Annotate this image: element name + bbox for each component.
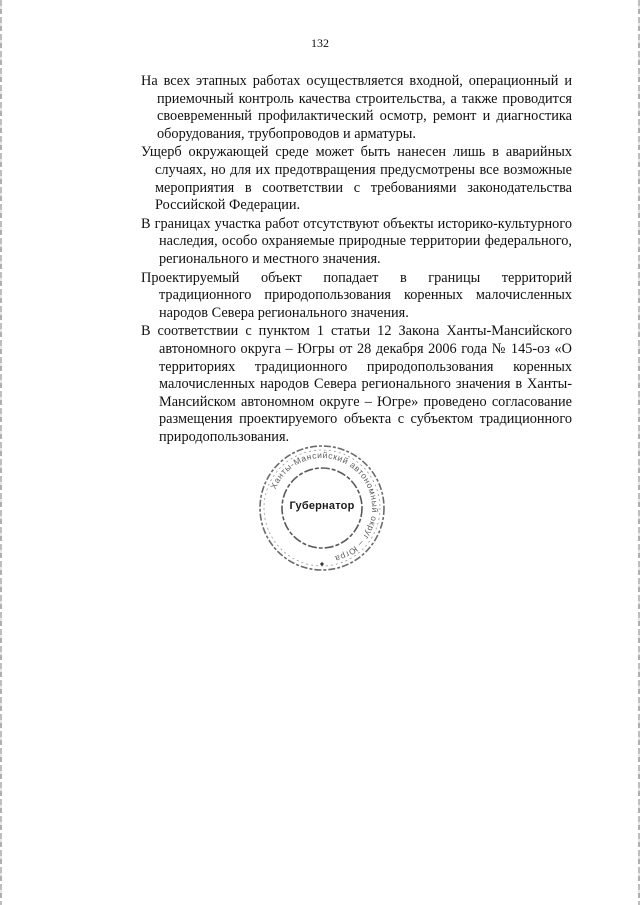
- svg-text:Ханты-Мансийский автономный ок: Ханты-Мансийский автономный округ – Югра: [268, 449, 381, 565]
- scan-edge-left: [0, 0, 2, 905]
- paragraph-text: В границах участка работ отсутствуют объекты историко-культурного наследия, особо охраняемые природные территории федерального, регионального и местного значения.: [141, 215, 572, 267]
- page-number: 132: [311, 36, 329, 50]
- document-body: [141, 73, 572, 447]
- paragraph-text: Ущерб окружающей среде может быть нанесен лишь в аварийных случаях, но для их предотвращения предусмотрены все возможные мероприятия в соответствии с требованиями законодательства Российской Федерации.: [141, 144, 572, 214]
- paragraph-text: На всех этапных работах осуществляется входной, операционный и приемочный контроль качества строительства, а также проводится своевременный профилактический осмотр, ремонт и диагностика оборудования, трубопроводов и арматуры.: [141, 73, 572, 142]
- paragraph-heritage: [141, 216, 572, 269]
- paragraph-law-reference: [141, 323, 572, 446]
- stamp-center-text: Губернатор: [289, 500, 355, 512]
- paragraph-text: В соответствии с пунктом 1 статьи 12 Закона Ханты-Мансийского автономного округа – Югры от 28 декабря 2006 года № 145-оз «О территориях традиционного природопользования коренных малочисленных народов Севера регионального значения в Ханты-Мансийском автономном округе – Югре» проведено согласование размещения проектируемого объекта с субъектом традиционного природопользования.: [141, 323, 572, 445]
- paragraph-text: Проектируемый объект попадает в границы территорий традиционного природопользования коренных малочисленных народов Севера регионального значения.: [141, 269, 572, 321]
- governor-stamp: [257, 443, 387, 573]
- paragraph-quality-control: [141, 73, 572, 143]
- paragraph-environment: [141, 144, 572, 214]
- paragraph-territory: [141, 270, 572, 323]
